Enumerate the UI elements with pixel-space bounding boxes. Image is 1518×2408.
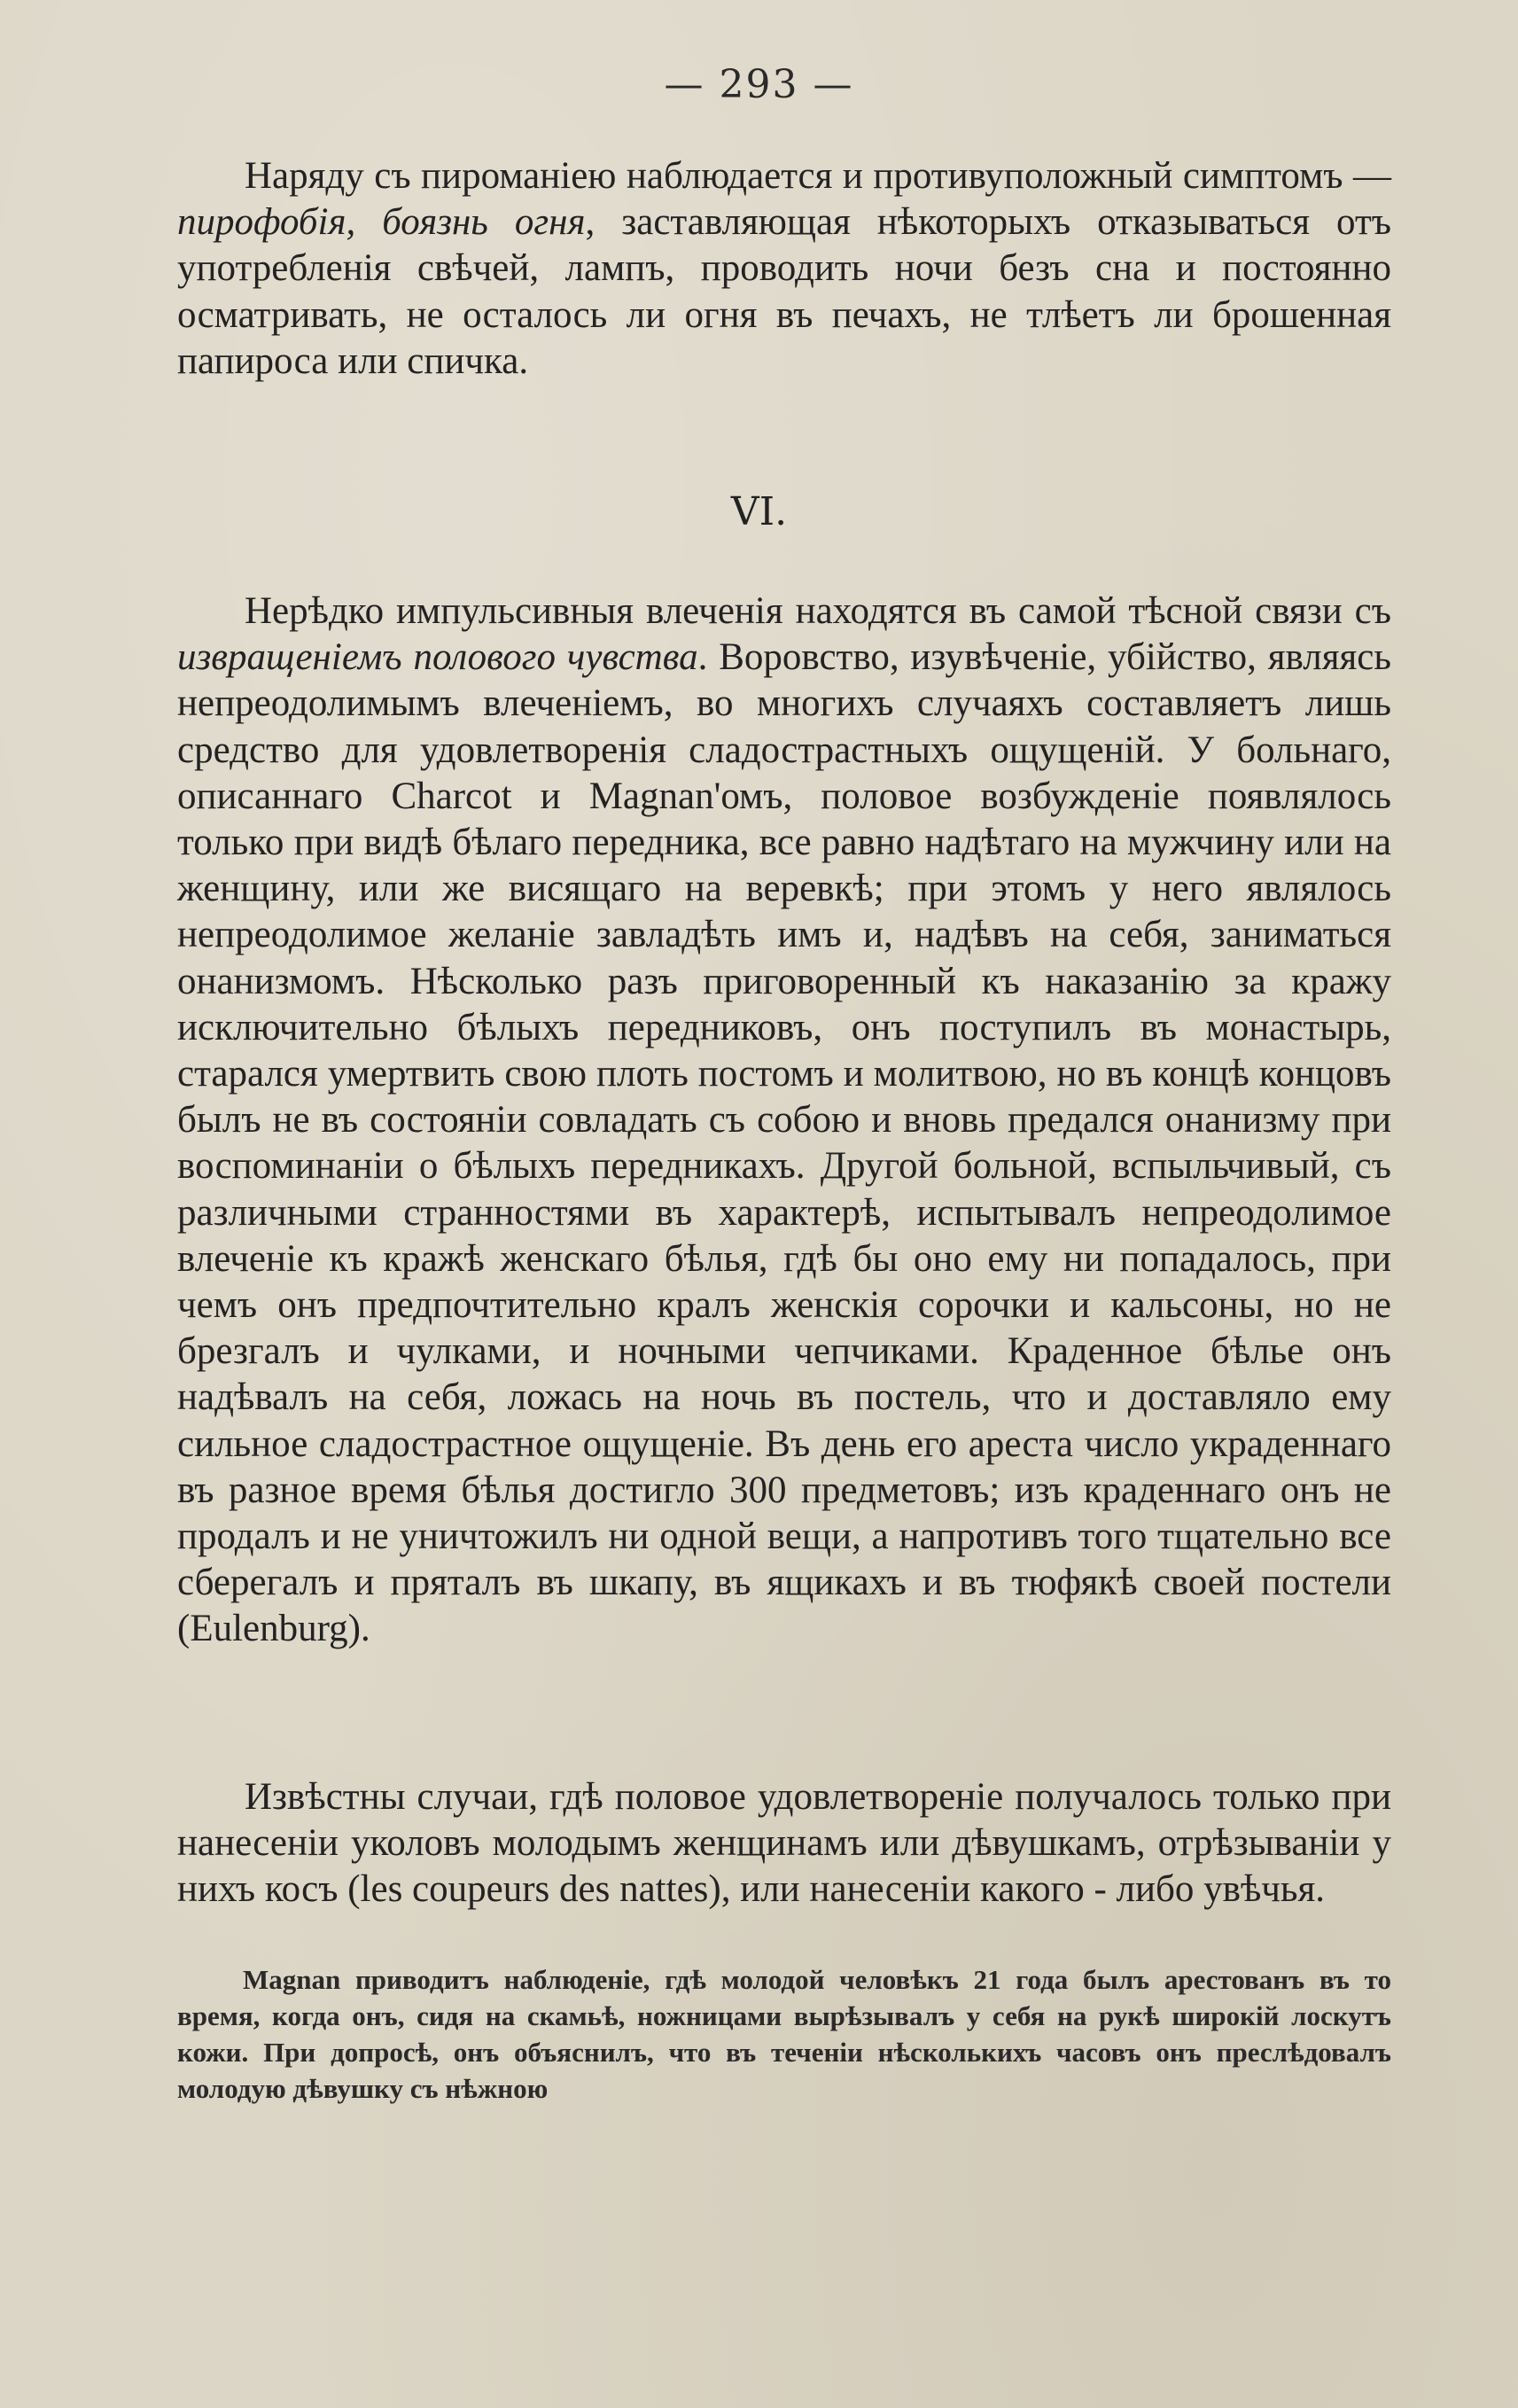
paragraph-text: . Воровство, изувѣченіе, убійство, являясь непреодолимымъ влеченіемъ, во многихъ случаяхъ составляетъ лишь средство для удовлетворенія сладострастныхъ ощущеній. У больнаго, описаннаго Charcot и Magnan'омъ, половое возбужденіе появлялось только при видѣ бѣлаго передника, все равно надѣтаго на мужчину или на женщину, или же висящаго на веревкѣ; при этомъ у него являлось непреодолимое желаніе завладѣть имъ и, надѣвъ на себя, заниматься онанизмомъ. Нѣсколько разъ приговоренный къ наказанію за кражу исключительно бѣлыхъ передниковъ, онъ поступилъ въ монастырь, старался умертвить свою плоть постомъ и молитвою, но въ концѣ концовъ былъ не въ состояніи совладать съ собою и вновь предался онанизму при воспоминаніи о бѣлыхъ передникахъ. Другой больной, вспыльчивый, съ различными странностями въ характерѣ, испытывалъ непреодолимое влеченіе къ кражѣ женскаго бѣлья, гдѣ бы оно ему ни попадалось, при чемъ онъ предпочтительно кралъ женскія сорочки и кальсоны, но не брезгалъ и чулками, и ночными чепчиками. Краденное бѣлье онъ надѣвалъ на себя, ложась на ночь въ постель, что и доставляло ему сильное сладострастное ощущеніе. Въ день его ареста число украденнаго въ разное время бѣлья достигло 300 предметовъ; изъ краденнаго онъ не продалъ и не уничтожилъ ни одной вещи, а напротивъ того тщательно все сберегалъ и пряталъ въ шкапу, въ ящикахъ и въ тюфякѣ своей постели (Eulenburg). (177, 636, 1392, 1650)
paragraph-text: Извѣстны случаи, гдѣ половое удовлетвореніе получалось только при нанесеніи уколовъ молодымъ женщинамъ или дѣвушкамъ, отрѣзываніи у нихъ косъ (les coupeurs des nattes), или нанесеніи какого - либо увѣчья. (177, 1776, 1391, 1911)
note-text: Magnan приводитъ наблюденіе, гдѣ молодой человѣкъ 21 года былъ арестованъ въ то время, когда онъ, сидя на скамьѣ, ножницами вырѣзывалъ у себя на рукѣ широкій лоскутъ кожи. При допросѣ, онъ объяснилъ, что въ теченіи нѣсколькихъ часовъ онъ преслѣдовалъ молодую дѣвушку съ нѣжною (177, 1964, 1391, 2104)
small-print-note (177, 1961, 1391, 2107)
section-heading: VI. (730, 489, 788, 534)
page-number: — 293 — (664, 62, 854, 107)
italic-term: извращеніемъ полового чувства (177, 636, 698, 679)
paragraph-known-cases (177, 1774, 1391, 1913)
paragraph-text: Нерѣдко импульсивныя влеченія находятся въ самой тѣсной связи съ (245, 590, 1391, 632)
paragraph-perversion (177, 588, 1391, 1653)
paragraph-text: Наряду съ пироманіею наблюдается и противуположный симптомъ — (245, 155, 1391, 197)
paragraph-pyrophobia (177, 153, 1391, 385)
italic-term: пирофобія, боязнь огня (177, 201, 586, 244)
paragraph-text: , заставляющая нѣкоторыхъ отказываться отъ употребленія свѣчей, лампъ, проводить ночи безъ сна и постоянно осматривать, не осталось ли огня въ печахъ, не тлѣетъ ли брошенная папироса или спичка. (177, 201, 1392, 382)
